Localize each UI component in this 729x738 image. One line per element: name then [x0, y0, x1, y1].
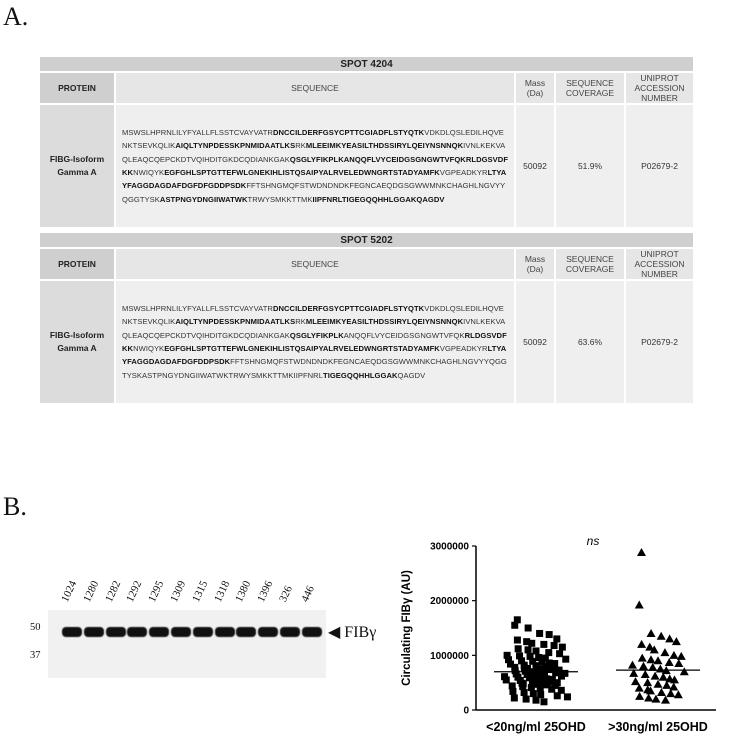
- data-point: [635, 692, 644, 700]
- data-point: [550, 663, 557, 670]
- mw-marker-37: 37: [30, 650, 41, 661]
- data-point: [562, 656, 569, 663]
- data-point: [548, 686, 555, 693]
- data-point: [635, 601, 644, 609]
- data-point: [553, 635, 560, 642]
- data-point: [511, 664, 518, 671]
- data-point: [525, 646, 532, 653]
- data-point: [530, 668, 537, 675]
- data-point: [648, 663, 657, 671]
- data-point: [543, 675, 550, 682]
- protein-band: [236, 627, 256, 637]
- data-point: [666, 689, 675, 697]
- data-point: [659, 673, 668, 681]
- data-point: [665, 658, 674, 666]
- protein-band: [171, 627, 191, 637]
- lane-label: 1280: [80, 578, 102, 604]
- western-blot: [48, 610, 326, 678]
- data-point: [528, 640, 535, 647]
- protein-band: [193, 627, 213, 637]
- protein-band: [127, 627, 147, 637]
- data-point: [669, 651, 678, 659]
- data-point: [514, 637, 521, 644]
- data-point: [524, 665, 531, 672]
- data-point: [517, 677, 524, 684]
- data-point: [520, 680, 527, 687]
- lane-label: 1396: [255, 578, 276, 604]
- sequence-header: SEQUENCE: [115, 248, 515, 280]
- data-point: [533, 697, 540, 704]
- data-point: [559, 644, 566, 651]
- peptide-sequence: MSWSLHPRNLILYFYALLFLSSTCVAYVATRDNCCILDERFGSYCPTTCGIADFLSTYQTKVDKDLQSLEDILHQVENKTSEVKQLIKAIQLTYNPDESSKPNMIDAATLKSRKMLEEIMKYEASILTHDSSIRYLQEIYNSNNQKIVNLKEKVAQLEAQCQEPCKDTVQIHDITGKDCQDIANKGAKQSGLYFIKPLKANQQFLVYCEIDGSGNGWTVFQKRLDGSVDFKKNWIQYKEGFGHLSPTGTTEFWLGNEKIHLISTQSAIPYALRVELEDWNGRTSTADYAMFKVGPEADKYRLTYAYFAGGDAGDAFDGFDDPSDKFFTSHNGMQFSTWDNDNDKFEGNCAEQDGSGWWMNKCHAGHLNGVYYQGGTYSKASTPNGYDNGIIWATWKTRWYSMKKTTMKIIPFNRLTIGEGQQHHLGGAKQAGDV: [115, 280, 515, 404]
- data-point: [529, 658, 536, 665]
- data-point: [518, 657, 525, 664]
- protein-band: [149, 627, 169, 637]
- data-point: [558, 673, 565, 680]
- panel-a-label: A.: [3, 2, 29, 31]
- data-point: [639, 662, 648, 670]
- data-point: [546, 631, 553, 638]
- protein-band: [258, 627, 278, 637]
- data-point: [509, 682, 516, 689]
- coverage-value: 63.6%: [555, 280, 625, 404]
- data-point: [644, 693, 653, 701]
- spot-title: SPOT 5202: [39, 232, 694, 248]
- data-point: [530, 690, 537, 697]
- data-point: [521, 689, 528, 696]
- lane-label: 446: [298, 583, 317, 604]
- protein-header: PROTEIN: [39, 248, 115, 280]
- coverage-header: SEQUENCE COVERAGE: [555, 248, 625, 280]
- data-point: [512, 667, 519, 674]
- data-point: [669, 683, 678, 691]
- data-point: [514, 674, 521, 681]
- data-point: [551, 642, 558, 649]
- data-point: [537, 685, 544, 692]
- data-point: [523, 696, 530, 703]
- data-point: [540, 672, 547, 679]
- data-point: [521, 662, 528, 669]
- lane-label: 1380: [233, 578, 254, 604]
- data-point: [541, 669, 548, 676]
- protein-name: FIBG-Isoform Gamma A: [39, 104, 115, 228]
- data-point: [525, 625, 532, 632]
- data-point: [672, 637, 681, 645]
- data-point: [533, 672, 540, 679]
- data-point: [521, 664, 528, 671]
- data-point: [638, 654, 647, 662]
- data-point: [657, 632, 666, 640]
- data-point: [528, 684, 535, 691]
- protein-name: FIBG-Isoform Gamma A: [39, 280, 115, 404]
- data-point: [643, 685, 652, 693]
- mass-value: 50092: [515, 104, 555, 228]
- lane-label: 1295: [146, 578, 167, 604]
- y-tick-label: 1000000: [430, 650, 469, 662]
- protein-band: [62, 627, 82, 637]
- y-tick-label: 0: [463, 705, 469, 717]
- protein-header: PROTEIN: [39, 72, 115, 104]
- data-point: [549, 676, 556, 683]
- data-point: [629, 669, 638, 677]
- data-point: [513, 670, 520, 677]
- y-axis-label: Circulating FIBγ (AU): [401, 570, 413, 686]
- data-point: [547, 679, 554, 686]
- coverage-header: SEQUENCE COVERAGE: [555, 72, 625, 104]
- data-point: [540, 698, 547, 705]
- chart-title: ns: [586, 534, 600, 548]
- panel-b-label: B.: [3, 492, 27, 521]
- data-point: [637, 548, 646, 556]
- data-point: [552, 669, 559, 676]
- data-point: [645, 643, 654, 651]
- data-point: [643, 678, 652, 686]
- data-point: [540, 641, 547, 648]
- data-point: [660, 648, 669, 656]
- lane-label: 326: [277, 583, 295, 604]
- data-point: [665, 634, 674, 642]
- protein-band: [280, 627, 300, 637]
- mass-value: 50092: [515, 280, 555, 404]
- data-point: [515, 645, 522, 652]
- mass-header: Mass (Da): [515, 248, 555, 280]
- data-point: [518, 680, 525, 687]
- data-point: [651, 672, 660, 680]
- mass-header: Mass (Da): [515, 72, 555, 104]
- protein-band: [215, 627, 235, 637]
- data-point: [542, 663, 549, 670]
- data-point: [514, 616, 521, 623]
- data-point: [551, 660, 558, 667]
- data-point: [527, 653, 534, 660]
- data-point: [547, 666, 554, 673]
- data-point: [535, 675, 542, 682]
- data-point: [631, 677, 640, 685]
- lane-label: 1315: [189, 578, 211, 604]
- sequence-header: SEQUENCE: [115, 72, 515, 104]
- data-point: [654, 656, 663, 664]
- data-point: [501, 673, 508, 680]
- data-point: [533, 681, 540, 688]
- protein-band: [106, 627, 126, 637]
- mw-marker-50: 50: [30, 622, 41, 633]
- peptide-sequence: MSWSLHPRNLILYFYALLFLSSTCVAYVATRDNCCILDERFGSYCPTTCGIADFLSTYQTKVDKDLQSLEDILHQVENKTSEVKQLIKAIQLTYNPDESSKPNMIDAATLKSRKMLEEIMKYEASILTHDSSIRYLQEIYNSNNQKIVNLKEKVAQLEAQCQEPCKDTVQIHDITGKDCQDIANKGAKQSGLYFIKPLKANQQFLVYCEIDGSGNGWTVFQKRLDGSVDFKKNWIQYKEGFGHLSPTGTTEFWLGNEKIHLISTQSAIPYALRVELEDWNGRTSTADYAMFKVGPEADKYRLTYAYFAGGDAGDAFDGFDFGDDPSDKFFTSHNGMQFSTWDNDNDKFEGNCAEQDGSGWWMNKCHAGHLNGVYYQGGTYSKASTPNGYDNGIIWATWKTRWYSMKKTTMKIIPFNRLTIGEGQQHHLGGAKQAGDV: [115, 104, 515, 228]
- data-point: [511, 694, 518, 701]
- data-point: [516, 652, 523, 659]
- data-point: [537, 691, 544, 698]
- data-point: [546, 659, 553, 666]
- data-point: [641, 670, 650, 678]
- data-point: [680, 667, 689, 675]
- data-point: [561, 670, 568, 677]
- data-point: [536, 666, 543, 673]
- data-point: [554, 692, 561, 699]
- data-point: [533, 662, 540, 669]
- x-tick-label: >30ng/ml 25OHD: [608, 720, 708, 734]
- data-point: [503, 676, 510, 683]
- spot-table: [38, 231, 695, 405]
- data-point: [651, 695, 660, 703]
- lane-label: 1282: [102, 578, 123, 604]
- data-point: [657, 688, 666, 696]
- lane-label: 1024: [59, 578, 80, 604]
- data-point: [665, 674, 674, 682]
- x-tick-label: <20ng/ml 25OHD: [486, 720, 586, 734]
- data-point: [674, 659, 683, 667]
- spot-title: SPOT 4204: [39, 56, 694, 72]
- data-point: [646, 686, 655, 694]
- accession-value: P02679-2: [625, 280, 694, 404]
- data-point: [526, 674, 533, 681]
- data-point: [661, 696, 670, 704]
- data-point: [523, 638, 530, 645]
- spot-table: [38, 55, 695, 229]
- data-point: [539, 678, 546, 685]
- accession-header: UNIPROT ACCESSION NUMBER: [625, 72, 694, 104]
- data-point: [646, 655, 655, 663]
- data-point: [662, 681, 671, 689]
- data-point: [564, 693, 571, 700]
- data-point: [507, 661, 514, 668]
- data-point: [509, 688, 516, 695]
- accession-value: P02679-2: [625, 104, 694, 228]
- data-point: [662, 666, 671, 674]
- data-point: [505, 656, 512, 663]
- data-point: [535, 654, 542, 661]
- data-point: [511, 622, 518, 629]
- data-point: [556, 650, 563, 657]
- coverage-value: 51.9%: [555, 104, 625, 228]
- lane-label: 1318: [211, 578, 232, 604]
- data-point: [670, 675, 679, 683]
- data-point: [656, 665, 665, 673]
- lane-label: 1309: [168, 578, 189, 604]
- data-point: [556, 667, 563, 674]
- y-tick-label: 3000000: [430, 541, 469, 553]
- data-point: [504, 652, 511, 659]
- data-point: [536, 630, 543, 637]
- data-point: [524, 671, 531, 678]
- fib-gamma-band-label: ◀ FIBγ: [328, 624, 377, 641]
- protein-band: [84, 627, 104, 637]
- protein-band: [302, 627, 322, 637]
- data-point: [674, 690, 683, 698]
- data-point: [677, 652, 686, 660]
- data-point: [519, 683, 526, 690]
- data-point: [552, 682, 559, 689]
- data-point: [647, 629, 656, 637]
- data-point: [628, 661, 637, 669]
- data-point: [650, 645, 659, 653]
- data-point: [654, 680, 663, 688]
- data-point: [545, 649, 552, 656]
- accession-header: UNIPROT ACCESSION NUMBER: [625, 248, 694, 280]
- data-point: [542, 655, 549, 662]
- data-point: [635, 684, 644, 692]
- data-point: [543, 681, 550, 688]
- data-point: [533, 647, 540, 654]
- y-tick-label: 2000000: [430, 596, 469, 608]
- lane-label: 1292: [124, 578, 145, 604]
- data-point: [522, 668, 529, 675]
- data-point: [637, 640, 646, 648]
- data-point: [529, 678, 536, 685]
- data-point: [538, 658, 545, 665]
- data-point: [558, 687, 565, 694]
- data-point: [554, 679, 561, 686]
